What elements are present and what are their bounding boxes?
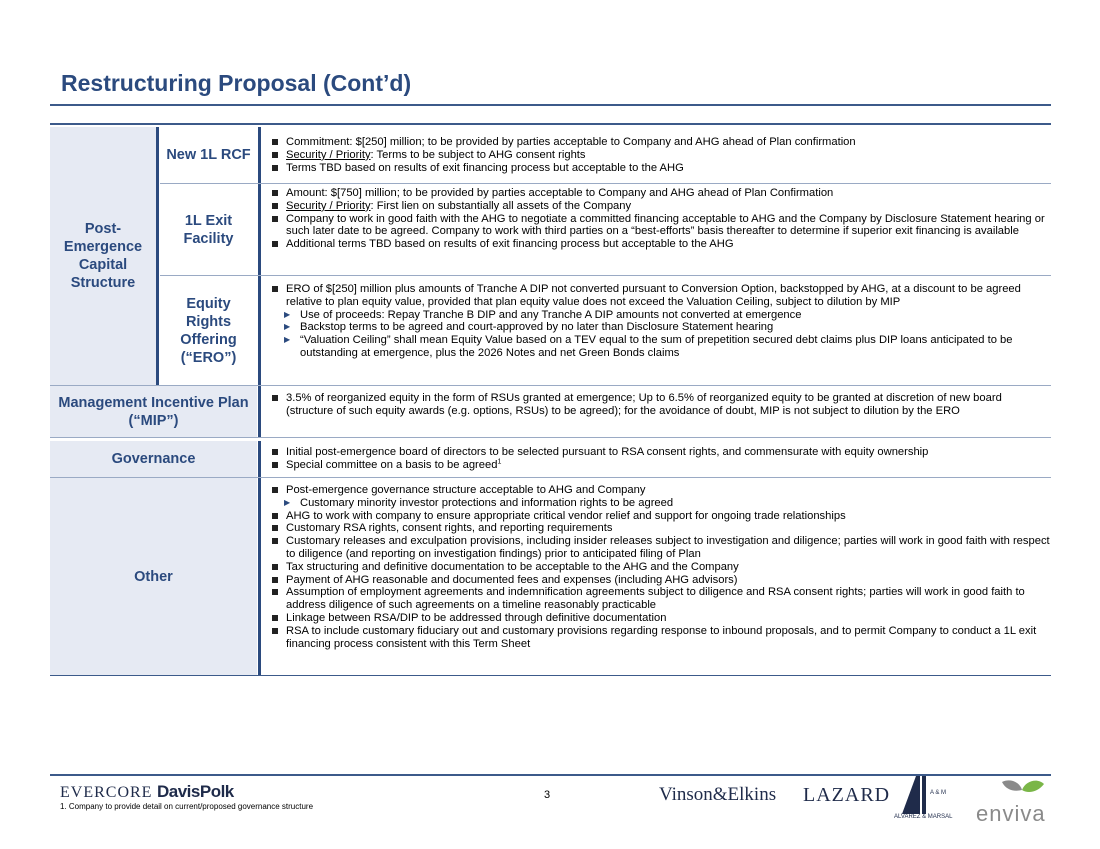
mip-divider xyxy=(258,386,261,437)
list-item xyxy=(270,149,1050,162)
list-item: Post-emergence governance structure acceptable to AHG and Company xyxy=(270,484,1050,497)
sub-list-item: ▶ Backstop terms to be agreed and court-approved by no later than Disclosure Statement hearing xyxy=(270,321,1050,334)
title-divider xyxy=(50,104,1051,106)
list-item: Customary RSA rights, consent rights, and reporting requirements xyxy=(270,522,1050,535)
vinson-elkins-logo: Vinson&Elkins xyxy=(659,784,777,805)
enviva-logo: enviva xyxy=(976,801,1046,826)
footnote-marker: 1 xyxy=(497,458,502,466)
list-item: Amount: $[750] million; to be provided by parties acceptable to Company and AHG ahead of Plan Confirmation xyxy=(270,187,1050,200)
list-item: RSA to include customary fiduciary out and customary provisions regarding response to inbound proposals, and to permit Company to conduct a 1L exit financing process consistent with this Term Sheet xyxy=(270,625,1050,651)
capital-structure-label: Post-Emergence Capital Structure xyxy=(50,127,156,385)
other-terms xyxy=(270,484,1050,650)
mip-terms xyxy=(270,392,1050,418)
rcf-divider xyxy=(258,127,261,183)
ero-terms xyxy=(270,283,1050,360)
list-item: Assumption of employment agreements and indemnification agreements subject to diligence and RSA consent rights; parties will work in good faith to address diligence of such agreements on a timeline reasonably practicable xyxy=(270,586,1050,612)
list-item: Tax structuring and definitive documentation to be acceptable to the AHG and the Company xyxy=(270,561,1050,574)
exit-terms xyxy=(270,187,1050,251)
list-item xyxy=(270,200,1050,213)
list-item: AHG to work with company to ensure appropriate critical vendor relief and support for ongoing trade relationships xyxy=(270,510,1050,523)
underlined-term: Security / Priority xyxy=(286,199,371,212)
row-divider xyxy=(160,183,1051,184)
footnote: 1. Company to provide detail on current/proposed governance structure xyxy=(60,802,314,811)
sub-list-item: ▶ Use of proceeds: Repay Tranche B DIP and any Tranche A DIP amounts not converted at emergence xyxy=(270,309,1050,322)
list-item-text: : Terms to be subject to AHG consent rights xyxy=(370,148,586,161)
evercore-logo: EVERCORE xyxy=(60,784,153,801)
ero-divider xyxy=(258,276,261,385)
governance-label: Governance xyxy=(50,441,257,477)
underlined-term: Security / Priority xyxy=(286,148,371,161)
capital-divider xyxy=(156,127,159,385)
lazard-logo: LAZARD xyxy=(803,784,891,806)
table-bottom-rule xyxy=(50,675,1051,676)
list-item xyxy=(270,459,1050,472)
row-divider xyxy=(160,275,1051,276)
mip-label: Management Incentive Plan (“MIP”) xyxy=(50,386,257,437)
sub-list-item: ▶ Customary minority investor protections and information rights to be agreed xyxy=(270,497,1050,510)
list-item: 3.5% of reorganized equity in the form of RSUs granted at emergence; Up to 6.5% of reorganized equity to be granted at discretion of new board (structure of such equity awards (e.g. options, RSUs) to be agreed); for the avoidance of doubt, MIP is not subject to dilution by the ERO xyxy=(270,392,1050,418)
page-number: 3 xyxy=(544,789,551,801)
list-item-text: : First lien on substantially all assets of the Company xyxy=(370,199,632,212)
list-item: Customary releases and exculpation provisions, including insider releases subject to investigation and diligence; parties will work in good faith with respect to diligence (and reporting on investigation findings) prior to anticipated filing of Plan xyxy=(270,535,1050,561)
list-item: ERO of $[250] million plus amounts of Tranche A DIP not converted pursuant to Conversion Option, backstopped by AHG, at a discount to be agreed relative to plan equity value, provided that plan equity value does not exceed the Valuation Ceiling, subject to dilution by MIP xyxy=(270,283,1050,309)
page-title: Restructuring Proposal (Cont’d) xyxy=(61,70,412,96)
list-item: Payment of AHG reasonable and documented fees and expenses (including AHG advisors) xyxy=(270,574,1050,587)
davispolk-logo: DavisPolk xyxy=(157,782,234,801)
list-item: Terms TBD based on results of exit financing process but acceptable to the AHG xyxy=(270,162,1050,175)
list-item: Commitment: $[250] million; to be provided by parties acceptable to Company and AHG ahead of Plan confirmation xyxy=(270,136,1050,149)
list-item: Additional terms TBD based on results of exit financing process but acceptable to the AHG xyxy=(270,238,1050,251)
am-letters: A & M xyxy=(930,790,947,796)
list-item: Linkage between RSA/DIP to be addressed through definitive documentation xyxy=(270,612,1050,625)
ero-label: Equity Rights Offering (“ERO”) xyxy=(180,295,237,366)
sub-list-item: ▶ “Valuation Ceiling” shall mean Equity Value based on a TEV equal to the sum of prepetition secured debt claims plus DIP loans anticipated to be outstanding at emergence, plus the 2026 Notes and net Green Bonds claims xyxy=(270,334,1050,360)
list-item-text: Special committee on a basis to be agreed xyxy=(286,458,498,471)
governance-terms xyxy=(270,446,1050,472)
list-item: Company to work in good faith with the AHG to negotiate a committed financing acceptable to AHG and the Company by Disclosure Statement hearing or such later date to be agreed. Company to work with third parties on a “best-efforts” basis thereafter to determine if superior exit financing is available xyxy=(270,213,1050,239)
governance-divider xyxy=(258,441,261,477)
other-divider xyxy=(258,478,261,675)
exit-facility-label: 1L Exit Facility xyxy=(183,212,234,247)
row-divider xyxy=(50,437,1051,438)
rcf-terms xyxy=(270,136,1050,174)
rcf-label: New 1L RCF xyxy=(166,147,251,163)
other-label: Other xyxy=(50,478,257,675)
exit-divider xyxy=(258,184,261,275)
list-item: Initial post-emergence board of directors to be selected pursuant to RSA consent rights, and commensurate with equity ownership xyxy=(270,446,1050,459)
table-top-rule xyxy=(50,123,1051,125)
alvarez-marsal-name: ALVAREZ & MARSAL xyxy=(894,814,953,820)
